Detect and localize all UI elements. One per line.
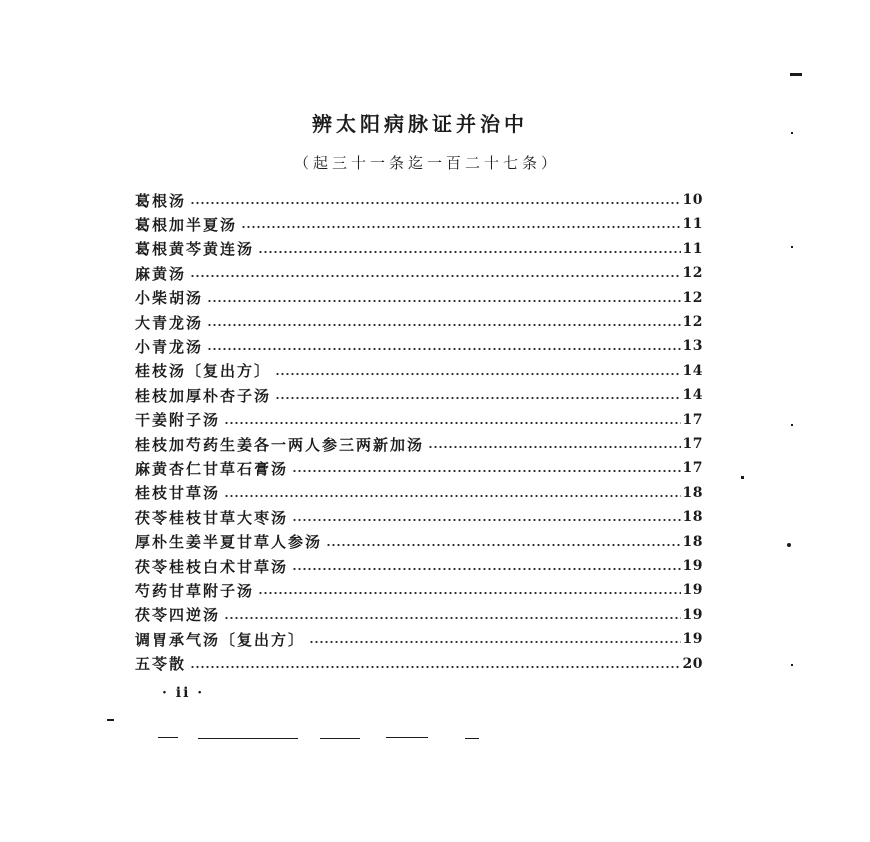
dot-leader (207, 299, 681, 303)
dot-leader (292, 567, 681, 571)
toc-entry-page-number: 20 (682, 655, 703, 672)
toc-entry-page-number: 19 (682, 582, 703, 599)
dot-leader (207, 347, 681, 351)
toc-entry-page-number: 18 (682, 484, 703, 501)
dot-leader (292, 469, 681, 473)
toc-entry-title: 大青龙汤 (135, 313, 204, 332)
scan-speck (791, 132, 793, 134)
toc-entry-page-number: 19 (682, 606, 703, 623)
scan-speck (787, 543, 791, 547)
toc-entry-page-number: 19 (682, 558, 703, 574)
dot-leader (207, 323, 681, 327)
scan-speck (791, 246, 793, 248)
toc-entry-title: 葛根黄芩黄连汤 (135, 240, 255, 259)
dot-leader (326, 543, 681, 547)
scan-speck (465, 738, 479, 739)
scan-speck (741, 476, 744, 479)
toc-entry-title: 桂枝甘草汤 (135, 484, 221, 503)
toc-entry-page-number: 13 (682, 338, 703, 355)
scan-speck (791, 424, 793, 426)
toc-entry-title: 麻黄杏仁甘草石膏汤 (135, 459, 289, 478)
toc-entry-title: 茯苓四逆汤 (135, 606, 221, 625)
toc-entry-title: 葛根加半夏汤 (135, 215, 238, 234)
toc-entry (135, 383, 703, 407)
toc-entry-page-number: 10 (682, 192, 703, 208)
toc-entry-page-number: 17 (682, 411, 703, 428)
scan-speck (386, 737, 428, 738)
toc-entry-page-number: 12 (682, 265, 703, 282)
toc-entry-title: 厚朴生姜半夏甘草人参汤 (135, 533, 323, 552)
dot-leader (258, 591, 681, 595)
toc-entry-title: 桂枝加芍药生姜各一两人参三两新加汤 (135, 435, 425, 454)
toc-entry-title: 干姜附子汤 (135, 411, 221, 430)
toc-entry-page-number: 18 (682, 533, 703, 550)
dot-leader (275, 372, 681, 376)
dot-leader (309, 640, 681, 644)
toc-entry (135, 627, 703, 651)
toc-entry-page-number: 19 (682, 631, 703, 648)
toc-entry (135, 212, 703, 236)
toc-entry-page-number: 14 (682, 387, 703, 404)
dot-leader (258, 250, 681, 254)
dot-leader (190, 201, 681, 205)
toc-entry-title: 麻黄汤 (135, 264, 187, 283)
dot-leader (275, 396, 681, 400)
toc-entry-title: 茯苓桂枝白术甘草汤 (135, 557, 289, 576)
toc-entry-page-number: 11 (682, 240, 703, 257)
toc-entry-page-number: 12 (682, 289, 703, 306)
toc-entry (135, 505, 703, 529)
toc-entry (135, 578, 703, 602)
scan-speck (107, 719, 114, 721)
toc-entry-page-number: 17 (682, 436, 703, 452)
page-folio: · ii · (162, 685, 205, 701)
dot-leader (224, 421, 681, 425)
toc-entry (135, 237, 703, 261)
toc-entry-title: 调胃承气汤〔复出方〕 (135, 630, 306, 649)
dot-leader (241, 225, 681, 229)
toc-entry-page-number: 17 (682, 460, 703, 477)
toc-entry (135, 432, 703, 456)
toc-entry (135, 310, 703, 334)
toc-entry (135, 481, 703, 505)
scan-speck (791, 664, 793, 666)
toc-entry (135, 530, 703, 554)
toc-entry-title: 葛根汤 (135, 191, 187, 210)
toc-entry-title: 小柴胡汤 (135, 289, 204, 308)
toc-entry (135, 408, 703, 432)
dot-leader (292, 518, 681, 522)
scan-speck (198, 738, 298, 739)
scan-speck (320, 738, 360, 739)
dot-leader (224, 494, 681, 498)
toc-entry (135, 456, 703, 480)
toc-entry (135, 603, 703, 627)
dot-leader (190, 665, 681, 669)
toc-entry-page-number: 11 (682, 216, 703, 233)
toc-entry (135, 554, 703, 578)
toc-entry-title: 芍药甘草附子汤 (135, 581, 255, 600)
page-subtitle: （起三十一条迄一百二十七条） (293, 154, 560, 172)
toc-entry (135, 652, 703, 676)
toc-entry (135, 261, 703, 285)
toc-entry-page-number: 14 (682, 362, 703, 379)
toc-entry (135, 286, 703, 310)
toc-entry-title: 桂枝加厚朴杏子汤 (135, 386, 272, 405)
scan-speck (790, 73, 802, 76)
toc-entry-title: 小青龙汤 (135, 337, 204, 356)
toc-entry (135, 188, 703, 212)
toc-entry-page-number: 12 (682, 314, 703, 330)
dot-leader (190, 274, 681, 278)
toc-entry-title: 五苓散 (135, 655, 187, 674)
toc-entry (135, 334, 703, 358)
page-title: 辨太阳病脉证并治中 (312, 112, 528, 136)
toc-entry (135, 359, 703, 383)
toc-entry-title: 桂枝汤〔复出方〕 (135, 362, 272, 381)
toc-entry-title: 茯苓桂枝甘草大枣汤 (135, 508, 289, 527)
dot-leader (428, 445, 681, 449)
dot-leader (224, 616, 681, 620)
scan-speck (158, 737, 178, 738)
toc-entry-page-number: 18 (682, 509, 703, 526)
